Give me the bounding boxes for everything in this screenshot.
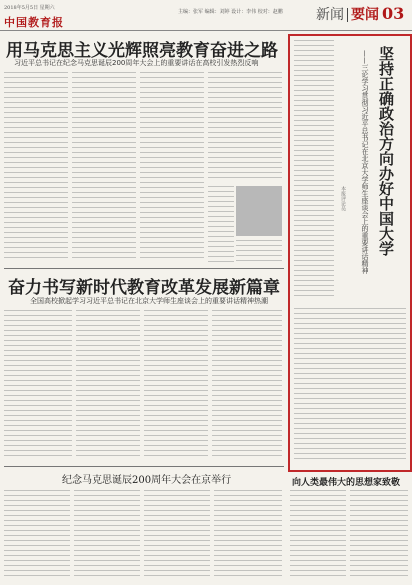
article1-column-4 (208, 72, 282, 182)
commentary-author: 本报评论员 (340, 186, 346, 211)
article2-column-3 (144, 310, 208, 460)
newspaper-logo: 中国教育报 (4, 16, 64, 29)
masthead-rule (0, 30, 412, 31)
section-divider-1 (4, 268, 284, 269)
article2-title: 奋力书写新时代教育改革发展新篇章 (8, 278, 280, 298)
section-main: 新闻 (316, 7, 344, 23)
article3-title: 纪念马克思诞辰200周年大会在京举行 (62, 475, 232, 486)
commentary-title: 坚持正确政治方向办好中国大学 (377, 46, 395, 256)
editor-credits: 主编：张军 编辑：刘婷 设计：李伟 校对：赵鹏 (178, 9, 283, 15)
section-sub: 要闻 (351, 7, 379, 23)
article1-title: 用马克思主义光辉照亮教育奋进之路 (6, 41, 278, 61)
article1-column-5 (208, 186, 234, 262)
article3-column-1 (4, 490, 70, 580)
sidebar-column-2 (350, 490, 408, 580)
section-label (316, 4, 379, 24)
article2-column-4 (212, 310, 282, 460)
article2-column-2 (76, 310, 140, 460)
sidebar-headline: 向人类最伟大的思想家致敬 (292, 478, 401, 488)
article1-column-2 (72, 72, 136, 262)
article1-column-1 (4, 72, 68, 262)
section-divider (347, 8, 348, 22)
article1-subtitle: 习近平总书记在纪念马克思诞辰200周年大会上的重要讲话在高校引发热烈反响 (14, 59, 259, 67)
article3-column-4 (214, 490, 282, 580)
commentary-box (288, 34, 412, 472)
article3-column-2 (74, 490, 140, 580)
page-number: 03 (382, 4, 405, 23)
commentary-subtitle: ——三论学习贯彻习近平总书记在北京大学师生座谈会上的重要讲话精神 (361, 50, 369, 274)
masthead (0, 0, 412, 38)
article2-column-1 (4, 310, 72, 460)
portrait-photo (236, 186, 282, 236)
section-divider-2 (4, 466, 284, 467)
article1-column-3 (140, 72, 204, 262)
commentary-column-1 (294, 40, 334, 300)
article2-subtitle: 全国高校掀起学习习近平总书记在北京大学师生座谈会上的重要讲话精神热潮 (30, 297, 268, 305)
article3-column-3 (144, 490, 210, 580)
article1-caption-text (236, 240, 282, 262)
dateline: 2018年5月5日 星期六 (4, 5, 55, 11)
sidebar-column-1 (290, 490, 346, 580)
commentary-body (294, 308, 406, 462)
